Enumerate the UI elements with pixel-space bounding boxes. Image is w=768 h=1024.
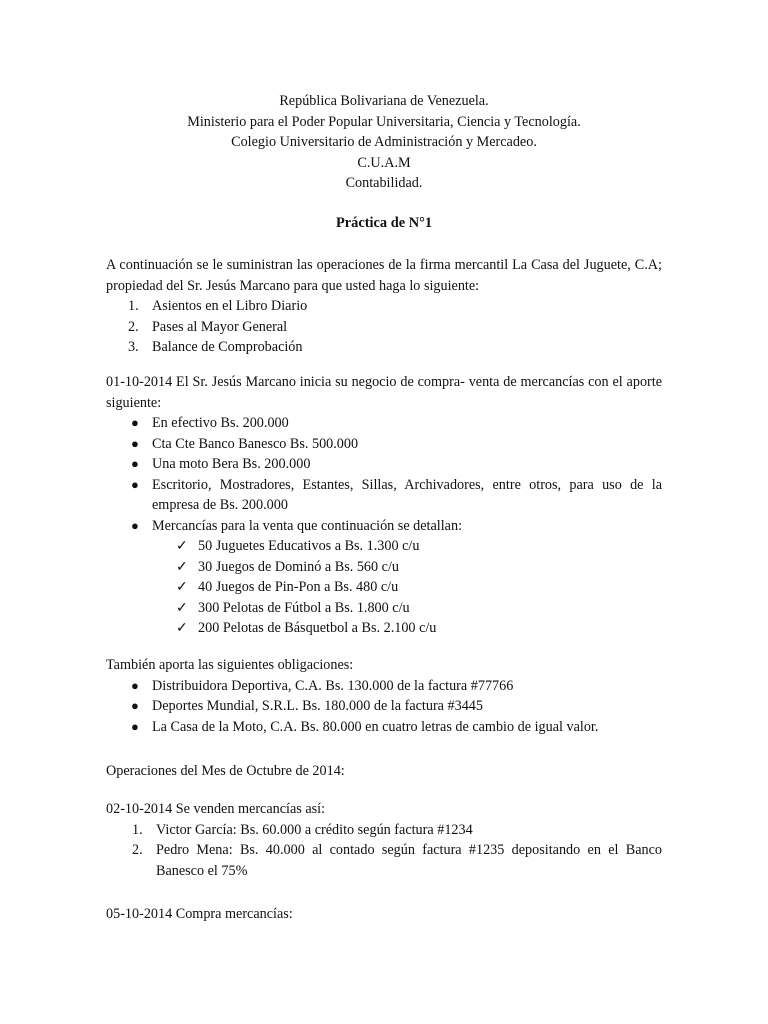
- merchandise-item: ✓ 50 Juguetes Educativos a Bs. 1.300 c/u: [106, 536, 662, 557]
- operation-01-10-section: [106, 372, 662, 639]
- header-acronym: C.U.A.M: [357, 154, 411, 171]
- check-icon: ✓: [176, 620, 188, 636]
- task-item: 1. Asientos en el Libro Diario: [128, 298, 308, 314]
- obligation-item: ● La Casa de la Moto, C.A. Bs. 80.000 en cuatro letras de cambio de igual valor.: [106, 717, 662, 738]
- task-item: 3. Balance de Comprobación: [128, 339, 303, 355]
- obligation-item: ● Distribuidora Deportiva, C.A. Bs. 130.000 de la factura #77766: [106, 676, 662, 697]
- check-icon: ✓: [176, 538, 188, 554]
- obligations-list: [106, 676, 662, 738]
- merchandise-item: ✓ 40 Juegos de Pin-Pon a Bs. 480 c/u: [106, 577, 662, 598]
- contribution-item: ● Escritorio, Mostradores, Estantes, Sillas, Archivadores, entre otros, para uso de la empresa de Bs. 200.000: [131, 476, 662, 513]
- contribution-item: ● En efectivo Bs. 200.000: [106, 413, 662, 434]
- obligation-item: ● Deportes Mundial, S.R.L. Bs. 180.000 de la factura #3445: [106, 696, 662, 717]
- contribution-item: ● Cta Cte Banco Banesco Bs. 500.000: [106, 434, 662, 455]
- check-icon: ✓: [176, 558, 188, 575]
- operation-paragraph: 02-10-2014 Se venden mercancías así:: [106, 801, 326, 817]
- obligations-section: [106, 655, 662, 737]
- contribution-item: ● Mercancías para la venta que continuación se detallan:: [106, 516, 662, 537]
- operation-paragraph: 01-10-2014 El Sr. Jesús Marcano inicia su negocio de compra- venta de mercancías con el aporte siguiente:: [106, 374, 662, 411]
- bullet-icon: ●: [131, 718, 139, 734]
- month-heading: Operaciones del Mes de Octubre de 2014:: [106, 763, 345, 779]
- merchandise-list: [106, 536, 662, 639]
- operation-05-10-paragraph: 05-10-2014 Compra mercancías:: [106, 906, 293, 922]
- header-college: Colegio Universitario de Administración y Mercadeo.: [231, 134, 537, 150]
- sales-list: [106, 820, 662, 882]
- task-item: 2. Pases al Mayor General: [128, 318, 288, 335]
- header-republic: República Bolivariana de Venezuela.: [279, 93, 489, 109]
- sale-item: 2. Pedro Mena: Bs. 40.000 al contado según factura #1235 depositando en el Banco Banesco el 75%: [132, 842, 662, 879]
- obligations-paragraph: También aporta las siguientes obligaciones:: [106, 657, 354, 673]
- header-ministry: Ministerio para el Poder Popular Universitaria, Ciencia y Tecnología.: [187, 113, 581, 130]
- bullet-icon: ●: [131, 476, 139, 492]
- check-icon: ✓: [176, 579, 188, 595]
- merchandise-item: ✓ 300 Pelotas de Fútbol a Bs. 1.800 c/u: [106, 598, 662, 619]
- document-header: [0, 91, 768, 194]
- contribution-list: [106, 413, 662, 536]
- operation-02-10-section: [106, 799, 662, 881]
- merchandise-item: ✓ 200 Pelotas de Básquetbol a Bs. 2.100 c/u: [106, 618, 662, 639]
- header-subject: Contabilidad.: [345, 175, 423, 191]
- bullet-icon: ●: [131, 435, 139, 451]
- task-list: [106, 296, 662, 358]
- bullet-icon: ●: [131, 456, 139, 471]
- contribution-item: ● Una moto Bera Bs. 200.000: [106, 454, 662, 475]
- sale-item: 1. Victor García: Bs. 60.000 a crédito según factura #1234: [132, 821, 473, 838]
- intro-section: [106, 255, 662, 358]
- bullet-icon: ●: [131, 698, 139, 713]
- bullet-icon: ●: [131, 517, 139, 533]
- check-icon: ✓: [176, 599, 188, 616]
- bullet-icon: ●: [131, 415, 139, 430]
- merchandise-item: ✓ 30 Juegos de Dominó a Bs. 560 c/u: [106, 557, 662, 578]
- bullet-icon: ●: [131, 677, 139, 693]
- page-title: Práctica de N°1: [335, 215, 433, 231]
- intro-paragraph: A continuación se le suministran las operaciones de la firma mercantil La Casa del Juguete, C.A; propiedad del Sr. Jesús Marcano para que usted haga lo siguiente:: [106, 257, 662, 294]
